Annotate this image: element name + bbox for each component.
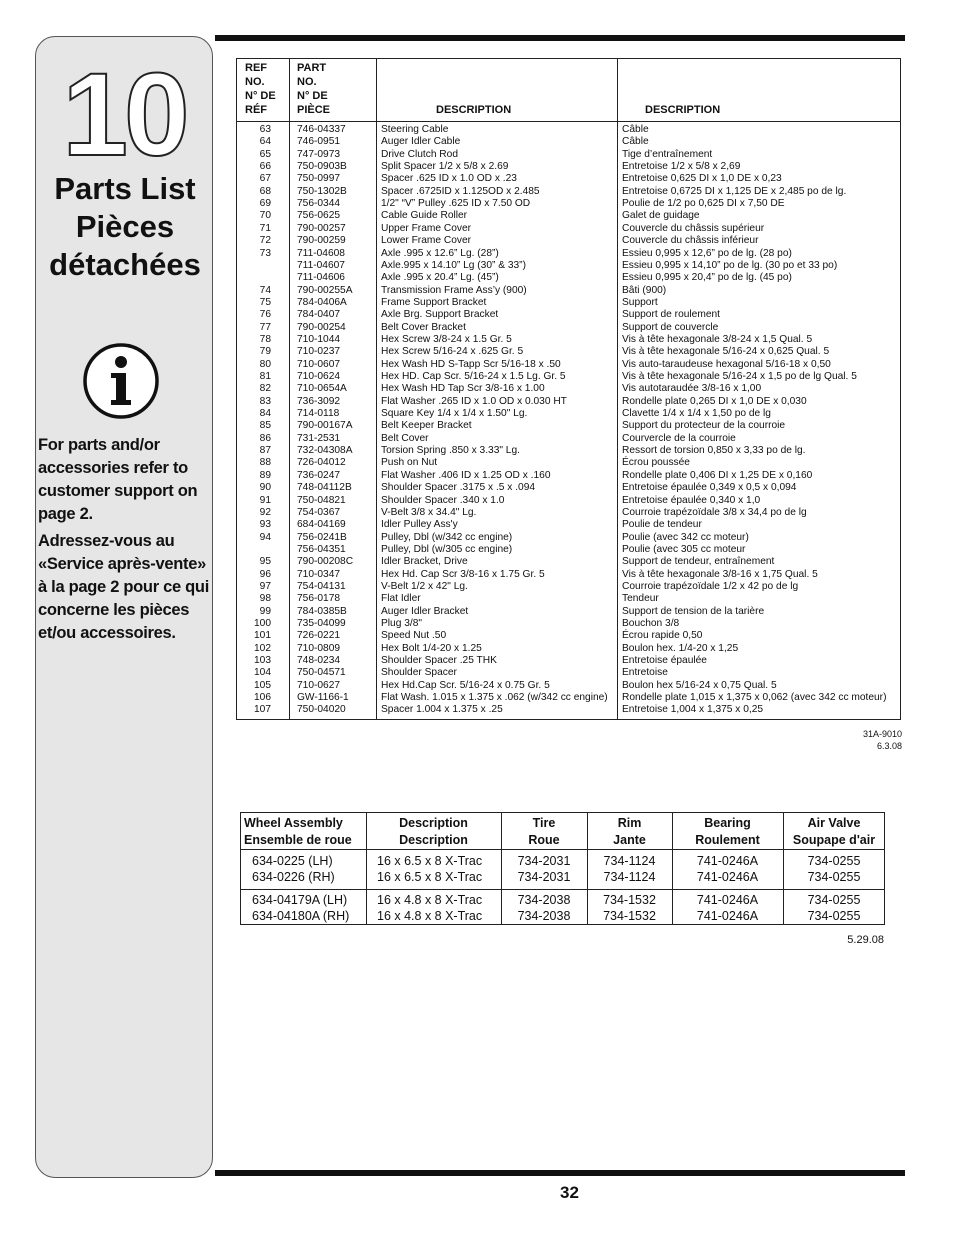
description-fr-cell: Tige d’entraînement xyxy=(622,148,713,160)
description-en-cell: Pulley, Dbl (w/305 cc engine) xyxy=(381,543,513,555)
table-row xyxy=(237,593,900,605)
description-fr-cell: Entretoise épaulée xyxy=(622,655,707,667)
description-fr-cell: Rondelle plate 1,015 x 1,375 x 0,062 (avec 342 cc moteur) xyxy=(622,692,887,704)
part-number-cell: 748-0234 xyxy=(297,655,341,667)
description-fr-cell: Ressort de torsion 0,850 x 3,33 po de lg. xyxy=(622,445,806,457)
table-row xyxy=(237,445,900,457)
description-fr-cell: Câble xyxy=(622,124,649,135)
description-fr-cell: Entretoise xyxy=(622,667,668,679)
part-number-cell: 784-0385B xyxy=(297,605,347,617)
ref-cell: 70 xyxy=(259,210,271,222)
part-number-cell: 750-04571 xyxy=(297,667,346,679)
ref-cell: 101 xyxy=(254,630,271,642)
description-fr-cell: Écrou poussée xyxy=(622,457,690,469)
description-en-cell: Flat Washer .406 ID x 1.25 OD x .160 xyxy=(381,469,551,481)
table-row xyxy=(237,643,900,655)
description-fr-cell: Tendeur xyxy=(622,593,659,605)
wheel-cell: 734-0255 xyxy=(807,893,861,907)
description-fr-cell: Entretoise 0,625 DI x 1,0 DE x 0,23 xyxy=(622,173,782,185)
description-en-cell: Idler Bracket, Drive xyxy=(381,556,468,568)
ref-cell: 93 xyxy=(259,519,271,531)
description-en-cell: Axle .995 x 20.4” Lg. (45”) xyxy=(381,272,499,284)
part-number-cell: 790-00257 xyxy=(297,222,346,234)
table-row xyxy=(237,309,900,321)
description-fr-cell: Rondelle plate 0,406 DI x 1,25 DE x 0,160 xyxy=(622,469,813,481)
ref-cell: 69 xyxy=(259,198,271,210)
description-en-cell: Flat Washer .265 ID x 1.0 OD x 0.030 HT xyxy=(381,395,567,407)
ref-cell: 90 xyxy=(259,482,271,494)
ref-cell: 86 xyxy=(259,432,271,444)
table-row xyxy=(237,396,900,408)
table-row xyxy=(237,198,900,210)
bottom-rule xyxy=(215,1170,905,1176)
wheel-header-2: Tire Roue xyxy=(528,816,560,847)
description-en-cell: Split Spacer 1/2 x 5/8 x 2.69 xyxy=(381,161,509,173)
description-en-cell: Hex Screw 3/8-24 x 1.5 Gr. 5 xyxy=(381,333,512,345)
table-row xyxy=(237,235,900,247)
wheel-cell: 734-2031 xyxy=(517,854,571,868)
description-fr-cell: Courvercle de la courroie xyxy=(622,432,736,444)
ref-cell: 89 xyxy=(259,469,271,481)
ref-cell: 63 xyxy=(259,124,271,135)
title-fr-line1: Pièces xyxy=(75,209,175,244)
ref-cell: 91 xyxy=(259,494,271,506)
part-number-cell: 790-00259 xyxy=(297,235,346,247)
part-number-cell: 710-0809 xyxy=(297,642,341,654)
table-row xyxy=(237,532,900,544)
description-fr-cell: Boulon hex. 1/4-20 x 1,25 xyxy=(622,642,739,654)
description-fr-cell: Support de couvercle xyxy=(622,321,719,333)
description-en-cell: Axle.995 x 14.10” Lg (30” & 33”) xyxy=(381,259,526,271)
description-fr-cell: Entretoise 1/2 x 5/8 x 2,69 xyxy=(622,161,741,173)
part-number-cell: 711-04606 xyxy=(297,272,345,284)
part-number-cell: 710-0347 xyxy=(297,568,341,580)
ref-cell: 83 xyxy=(259,395,271,407)
description-fr-cell: Entretoise 1,004 x 1,375 x 0,25 xyxy=(622,704,764,716)
ref-cell: 82 xyxy=(259,383,271,395)
description-en-cell: V-Belt 1/2 x 42" Lg. xyxy=(381,580,468,592)
part-number-cell: 790-00208C xyxy=(297,556,354,568)
wheel-cell: 634-0225 (LH) xyxy=(252,854,333,868)
part-number-cell: 710-1044 xyxy=(297,333,341,345)
part-number-cell: 750-04821 xyxy=(297,494,346,506)
part-number-cell: 790-00167A xyxy=(297,420,353,432)
table-row xyxy=(237,692,900,704)
part-number-cell: 756-0241B xyxy=(297,531,347,543)
part-number-cell: 711-04608 xyxy=(297,247,345,259)
description-en-cell: Steering Cable xyxy=(381,124,449,135)
description-en-cell: Hex Hd. Cap Scr 3/8-16 x 1.75 Gr. 5 xyxy=(381,568,545,580)
description-en-cell: Transmission Frame Ass’y (900) xyxy=(381,284,527,296)
description-en-cell: Belt Cover Bracket xyxy=(381,321,466,333)
description-en-cell: V-Belt 3/8 x 34.4" Lg. xyxy=(381,506,477,518)
description-fr-cell: Support de roulement xyxy=(622,309,720,321)
table-row xyxy=(237,495,900,507)
ref-cell: 67 xyxy=(259,173,271,185)
part-number-cell: 750-0903B xyxy=(297,161,347,173)
header-ref: REF NO. N° DE RÉF xyxy=(245,62,276,116)
description-fr-cell: Poulie de 1/2 po 0,625 DI x 7,50 DE xyxy=(622,198,785,210)
description-en-cell: Hex Wash HD Tap Scr 3/8-16 x 1.00 xyxy=(381,383,545,395)
ref-cell: 79 xyxy=(259,346,271,358)
ref-cell: 87 xyxy=(259,445,271,457)
description-en-cell: Spacer .625 ID x 1.0 OD x .23 xyxy=(381,173,517,185)
table-row xyxy=(237,260,900,272)
parts-table xyxy=(236,58,901,720)
description-en-cell: Flat Wash. 1.015 x 1.375 x .062 (w/342 cc engine) xyxy=(381,692,608,704)
ref-cell: 88 xyxy=(259,457,271,469)
part-number-cell: 726-04012 xyxy=(297,457,346,469)
table-row xyxy=(237,519,900,531)
table-row xyxy=(237,173,900,185)
part-number-cell: 790-00255A xyxy=(297,284,353,296)
table-row xyxy=(237,383,900,395)
ref-cell: 98 xyxy=(259,593,271,605)
wheel-cell: 634-04179A (LH) xyxy=(252,893,348,907)
description-en-cell: Axle Brg. Support Bracket xyxy=(381,309,499,321)
description-fr-cell: Galet de guidage xyxy=(622,210,700,222)
description-fr-cell: Support de tension de la tarière xyxy=(622,605,765,617)
table-row xyxy=(237,186,900,198)
wheel-header-4: Bearing Roulement xyxy=(695,816,760,847)
description-fr-cell: Couvercle du châssis inférieur xyxy=(622,235,759,247)
description-en-cell: Auger Idler Cable xyxy=(381,136,461,148)
description-fr-cell: Vis à tête hexagonale 5/16-24 x 1,5 po de lg Qual. 5 xyxy=(622,371,857,382)
description-fr-cell: Support de tendeur, entraînement xyxy=(622,556,775,568)
ref-cell: 73 xyxy=(259,247,271,259)
description-en-cell: Push on Nut xyxy=(381,457,438,469)
part-number-cell: 714-0118 xyxy=(297,408,340,420)
description-en-cell: Hex HD. Cap Scr. 5/16-24 x 1.5 Lg. Gr. 5 xyxy=(381,371,566,382)
description-fr-cell: Entretoise épaulée 0,349 x 0,5 x 0,094 xyxy=(622,482,797,494)
description-fr-cell: Support xyxy=(622,296,658,308)
description-fr-cell: Poulie (avec 305 cc moteur xyxy=(622,543,746,555)
wheel-cell: 734-2038 xyxy=(517,893,571,907)
description-en-cell: Square Key 1/4 x 1/4 x 1.50" Lg. xyxy=(381,408,528,420)
table-row xyxy=(237,704,900,716)
table-row xyxy=(237,149,900,161)
part-number-cell: 736-0247 xyxy=(297,469,341,481)
part-number-cell: 726-0221 xyxy=(297,630,341,642)
ref-cell: 81 xyxy=(259,371,271,382)
part-number-cell: 756-0344 xyxy=(297,198,341,210)
description-en-cell: Belt Cover xyxy=(381,432,429,444)
part-number-cell: 710-0607 xyxy=(297,358,341,370)
table-row xyxy=(237,556,900,568)
table-row xyxy=(237,457,900,469)
description-fr-cell: Support du protecteur de la courroie xyxy=(622,420,786,432)
ref-cell: 65 xyxy=(259,148,271,160)
header-part: PART NO. N° DE PIÈCE xyxy=(297,62,331,116)
ref-cell: 102 xyxy=(254,642,271,654)
description-en-cell: Lower Frame Cover xyxy=(381,235,472,247)
part-number-cell: 710-0624 xyxy=(297,371,341,382)
description-en-cell: Shoulder Spacer .3175 x .5 x .094 xyxy=(381,482,536,494)
part-number-cell: 748-04112B xyxy=(297,482,352,494)
description-en-cell: Hex Wash HD S-Tapp Scr 5/16-18 x .50 xyxy=(381,358,561,370)
wheel-cell: 741-0246A xyxy=(696,854,759,868)
part-number-cell: 711-04607 xyxy=(297,259,345,271)
header-desc-en: DESCRIPTION xyxy=(436,104,512,116)
table-row xyxy=(237,124,900,136)
ref-cell: 77 xyxy=(259,321,271,333)
ref-cell: 74 xyxy=(259,284,271,296)
ref-cell: 66 xyxy=(259,161,271,173)
wheel-cell: 734-0255 xyxy=(807,909,861,923)
ref-cell: 96 xyxy=(259,568,271,580)
part-number-cell: GW-1166-1 xyxy=(297,692,349,704)
chapter-number: 10 xyxy=(62,49,186,181)
part-number-cell: 750-04020 xyxy=(297,704,346,716)
description-en-cell: Hex Hd.Cap Scr. 5/16-24 x 0.75 Gr. 5 xyxy=(381,679,550,691)
wheel-cell: 634-04180A (RH) xyxy=(252,909,350,923)
part-number-cell: 756-0178 xyxy=(297,593,341,605)
wheel-cell: 734-0255 xyxy=(807,870,861,884)
ref-cell: 76 xyxy=(259,309,271,321)
ref-cell: 104 xyxy=(254,667,271,679)
table-row xyxy=(237,322,900,334)
top-rule xyxy=(215,35,905,41)
description-fr-cell: Vis à tête hexagonale 5/16-24 x 0,625 Qual. 5 xyxy=(622,346,830,358)
wheel-cell: 16 x 4.8 x 8 X-Trac xyxy=(377,909,483,923)
part-number-cell: 756-0625 xyxy=(297,210,341,222)
wheel-date: 5.29.08 xyxy=(847,934,884,946)
description-fr-cell: Vis à tête hexagonale 3/8-24 x 1,5 Qual. 5 xyxy=(622,333,813,345)
table-row xyxy=(237,433,900,445)
description-fr-cell: Boulon hex 5/16-24 x 0,75 Qual. 5 xyxy=(622,679,777,691)
table-row xyxy=(237,408,900,420)
ref-cell: 71 xyxy=(259,222,271,234)
description-fr-cell: Câble xyxy=(622,136,649,148)
description-en-cell: Belt Keeper Bracket xyxy=(381,420,472,432)
description-en-cell: Spacer .6725ID x 1.125OD x 2.485 xyxy=(381,185,540,197)
table-row xyxy=(237,544,900,556)
wheel-cell: 741-0246A xyxy=(696,909,759,923)
description-fr-cell: Entretoise 0,6725 DI x 1,125 DE x 2,485 po de lg. xyxy=(622,185,847,197)
part-number-cell: 731-2531 xyxy=(297,432,341,444)
description-en-cell: Drive Clutch Rod xyxy=(381,148,458,160)
description-fr-cell: Vis à tête hexagonale 3/8-16 x 1,75 Qual. 5 xyxy=(622,568,818,580)
table-row xyxy=(237,470,900,482)
table-row xyxy=(237,420,900,432)
wheel-cell: 734-2031 xyxy=(517,870,571,884)
description-fr-cell: Courroie trapézoïdale 1/2 x 42 po de lg xyxy=(622,580,799,592)
table-row xyxy=(237,334,900,346)
description-en-cell: Hex Bolt 1/4-20 x 1.25 xyxy=(381,642,482,654)
table-row xyxy=(237,297,900,309)
table-row xyxy=(237,569,900,581)
table-row xyxy=(237,210,900,222)
ref-cell: 99 xyxy=(259,605,271,617)
wheel-cell: 16 x 6.5 x 8 X-Trac xyxy=(377,854,483,868)
part-number-cell: 710-0627 xyxy=(297,679,341,691)
ref-cell: 95 xyxy=(259,556,271,568)
wheel-cell: 634-0226 (RH) xyxy=(252,870,335,884)
title-fr-line2: détachées xyxy=(49,247,201,282)
description-en-cell: Idler Pulley Ass'y xyxy=(381,519,458,531)
description-en-cell: Spacer 1.004 x 1.375 x .25 xyxy=(381,704,503,716)
part-number-cell: 754-0367 xyxy=(297,506,341,518)
part-number-cell: 756-04351 xyxy=(297,543,346,555)
ref-cell: 64 xyxy=(259,136,271,148)
ref-cell: 107 xyxy=(254,704,271,716)
description-fr-cell: Poulie (avec 342 cc moteur) xyxy=(622,531,749,543)
description-en-cell: 1/2" “V” Pulley .625 ID x 7.50 OD xyxy=(381,198,531,210)
table-row xyxy=(237,223,900,235)
wheel-header-3: Rim Jante xyxy=(613,816,646,847)
wheel-cell: 16 x 6.5 x 8 X-Trac xyxy=(377,870,483,884)
table-row xyxy=(237,655,900,667)
table-row xyxy=(237,272,900,284)
description-fr-cell: Essieu 0,995 x 14,10” po de lg. (30 po et 33 po) xyxy=(622,259,838,271)
description-en-cell: Speed Nut .50 xyxy=(381,630,447,642)
ref-cell: 97 xyxy=(259,580,271,592)
wheel-header-0: Wheel Assembly Ensemble de roue xyxy=(244,816,352,847)
wheel-header-5: Air Valve Soupape d'air xyxy=(792,816,876,847)
description-en-cell: Axle .995 x 12.6” Lg. (28”) xyxy=(381,247,499,259)
ref-cell: 68 xyxy=(259,185,271,197)
ref-cell: 105 xyxy=(254,679,271,691)
description-en-cell: Upper Frame Cover xyxy=(381,222,472,234)
ref-cell: 75 xyxy=(259,296,271,308)
wheel-cell: 734-1124 xyxy=(603,870,656,884)
description-fr-cell: Courroie trapézoïdale 3/8 x 34,4 po de lg xyxy=(622,506,807,518)
sidebar-title xyxy=(40,170,210,284)
part-number-cell: 750-0997 xyxy=(297,173,341,185)
note-en: For parts and/or accessories refer to customer support on page 2. xyxy=(38,436,198,523)
page-number: 32 xyxy=(560,1183,579,1202)
table-row xyxy=(237,248,900,260)
table-row xyxy=(237,667,900,679)
table-row xyxy=(237,680,900,692)
ref-cell: 80 xyxy=(259,358,271,370)
part-number-cell: 747-0973 xyxy=(297,148,341,160)
part-number-cell: 750-1302B xyxy=(297,185,347,197)
table-row xyxy=(237,346,900,358)
wheel-cell: 16 x 4.8 x 8 X-Trac xyxy=(377,893,483,907)
description-en-cell: Shoulder Spacer .340 x 1.0 xyxy=(381,494,505,506)
wheel-cell: 734-1124 xyxy=(603,854,656,868)
description-en-cell: Cable Guide Roller xyxy=(381,210,468,222)
description-fr-cell: Écrou rapide 0,50 xyxy=(622,630,703,642)
table-row xyxy=(237,285,900,297)
wheel-table xyxy=(240,812,885,925)
ref-cell: 103 xyxy=(254,655,271,667)
ref-cell: 78 xyxy=(259,333,271,345)
ref-cell: 100 xyxy=(254,618,271,629)
table-row xyxy=(237,606,900,618)
wheel-cell: 741-0246A xyxy=(696,870,759,884)
part-number-cell: 784-0406A xyxy=(297,296,347,308)
note-fr: Adressez-vous au «Service après-vente» à la page 2 pour ce qui concerne les pièces et/ou accessoires. xyxy=(38,532,209,642)
part-number-cell: 790-00254 xyxy=(297,321,346,333)
ref-cell: 92 xyxy=(259,506,271,518)
ref-cell: 85 xyxy=(259,420,271,432)
description-en-cell: Shoulder Spacer .25 THK xyxy=(381,655,497,667)
ref-cell: 72 xyxy=(259,235,271,247)
description-fr-cell: Vis auto-taraudeuse hexagonal 5/16-18 x 0,50 xyxy=(622,358,831,370)
part-number-cell: 746-0951 xyxy=(297,136,341,148)
part-code: 31A-9010 6.3.08 xyxy=(862,729,902,751)
part-number-cell: 754-04131 xyxy=(297,580,346,592)
table-row xyxy=(237,482,900,494)
description-fr-cell: Bouchon 3/8 xyxy=(622,618,680,629)
table-row xyxy=(237,581,900,593)
description-en-cell: Hex Screw 5/16-24 x .625 Gr. 5 xyxy=(381,346,524,358)
wheel-cell: 741-0246A xyxy=(696,893,759,907)
part-number-cell: 735-04099 xyxy=(297,618,346,629)
table-row xyxy=(237,161,900,173)
header-desc-fr: DESCRIPTION xyxy=(645,104,721,116)
description-fr-cell: Bâti (900) xyxy=(622,284,667,296)
wheel-cell: 734-1532 xyxy=(603,909,656,923)
info-icon xyxy=(82,342,160,420)
table-row xyxy=(237,630,900,642)
part-number-cell: 746-04337 xyxy=(297,124,346,135)
part-number-cell: 710-0237 xyxy=(297,346,341,358)
table-row xyxy=(237,359,900,371)
part-number-cell: 736-3092 xyxy=(297,395,341,407)
ref-cell: 84 xyxy=(259,408,271,420)
ref-cell: 106 xyxy=(254,692,271,704)
description-fr-cell: Vis autotaraudée 3/8-16 x 1,00 xyxy=(622,383,762,395)
title-en: Parts List xyxy=(54,171,196,206)
description-fr-cell: Essieu 0,995 x 12,6” po de lg. (28 po) xyxy=(622,247,792,259)
description-fr-cell: Poulie de tendeur xyxy=(622,519,702,531)
description-en-cell: Flat Idler xyxy=(381,593,421,605)
description-en-cell: Auger Idler Bracket xyxy=(381,605,469,617)
sidebar-note xyxy=(38,434,210,649)
table-row xyxy=(237,507,900,519)
wheel-cell: 734-1532 xyxy=(603,893,656,907)
table-row xyxy=(237,618,900,630)
description-fr-cell: Essieu 0,995 x 20,4” po de lg. (45 po) xyxy=(622,272,792,284)
part-number-cell: 710-0654A xyxy=(297,383,347,395)
description-en-cell: Shoulder Spacer xyxy=(381,667,457,679)
description-fr-cell: Couvercle du châssis supérieur xyxy=(622,222,765,234)
description-fr-cell: Rondelle plate 0,265 DI x 1,0 DE x 0,030 xyxy=(622,395,807,407)
wheel-cell: 734-0255 xyxy=(807,854,861,868)
description-en-cell: Frame Support Bracket xyxy=(381,296,487,308)
wheel-header-1: Description Description xyxy=(399,816,468,847)
description-fr-cell: Entretoise épaulée 0,340 x 1,0 xyxy=(622,494,761,506)
table-row xyxy=(237,136,900,148)
description-fr-cell: Clavette 1/4 x 1/4 x 1,50 po de lg xyxy=(622,408,771,420)
part-number-cell: 684-04169 xyxy=(297,519,346,531)
part-number-cell: 784-0407 xyxy=(297,309,341,321)
part-number-cell: 732-04308A xyxy=(297,445,353,457)
description-en-cell: Pulley, Dbl (w/342 cc engine) xyxy=(381,531,513,543)
description-en-cell: Plug 3/8" xyxy=(381,618,422,629)
description-en-cell: Torsion Spring .850 x 3.33" Lg. xyxy=(381,445,520,457)
wheel-cell: 734-2038 xyxy=(517,909,571,923)
ref-cell: 94 xyxy=(259,531,271,543)
table-row xyxy=(237,371,900,383)
